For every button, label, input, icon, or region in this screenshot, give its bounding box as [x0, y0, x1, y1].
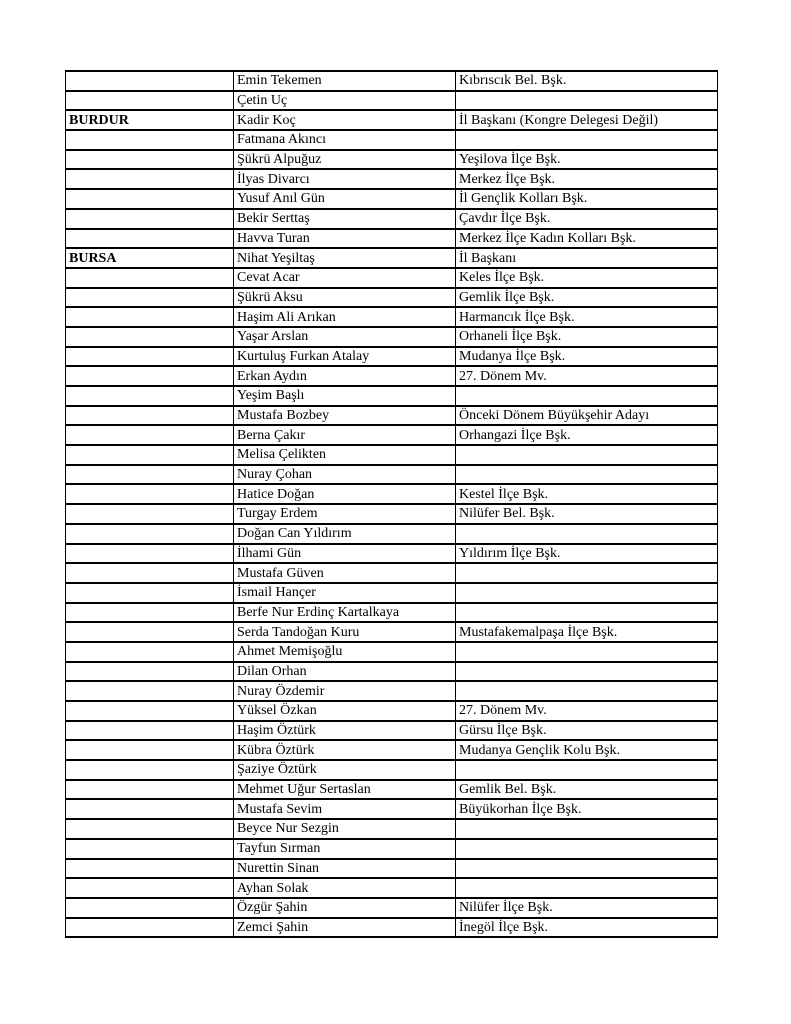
province-cell: [66, 91, 234, 111]
name-cell: Mustafa Bozbey: [234, 406, 456, 426]
table-row: [66, 347, 718, 367]
province-cell: [66, 71, 234, 91]
table-row: [66, 878, 718, 898]
province-cell: [66, 130, 234, 150]
name-cell: Zemci Şahin: [234, 918, 456, 938]
province-cell: [66, 425, 234, 445]
table-row: [66, 642, 718, 662]
title-cell: [456, 91, 718, 111]
province-cell: [66, 859, 234, 879]
table-row: [66, 563, 718, 583]
table-row: [66, 484, 718, 504]
province-cell: [66, 406, 234, 426]
table-row: [66, 406, 718, 426]
province-cell: [66, 563, 234, 583]
province-cell: [66, 760, 234, 780]
table-row: [66, 839, 718, 859]
name-cell: Kübra Öztürk: [234, 740, 456, 760]
name-cell: Turgay Erdem: [234, 504, 456, 524]
name-cell: Erkan Aydın: [234, 366, 456, 386]
province-cell: [66, 622, 234, 642]
title-cell: [456, 642, 718, 662]
province-cell: BURDUR: [66, 110, 234, 130]
province-cell: [66, 799, 234, 819]
title-cell: Önceki Dönem Büyükşehir Adayı: [456, 406, 718, 426]
province-cell: [66, 662, 234, 682]
name-cell: Melisa Çelikten: [234, 445, 456, 465]
name-cell: Havva Turan: [234, 229, 456, 249]
province-cell: [66, 504, 234, 524]
name-cell: Yaşar Arslan: [234, 327, 456, 347]
title-cell: Gemlik Bel. Bşk.: [456, 780, 718, 800]
table-row: [66, 307, 718, 327]
title-cell: İl Gençlik Kolları Bşk.: [456, 189, 718, 209]
name-cell: Haşim Ali Arıkan: [234, 307, 456, 327]
province-cell: [66, 819, 234, 839]
province-cell: [66, 288, 234, 308]
name-cell: Kurtuluş Furkan Atalay: [234, 347, 456, 367]
title-cell: İl Başkanı: [456, 248, 718, 268]
table-row: [66, 445, 718, 465]
title-cell: [456, 662, 718, 682]
name-cell: Mustafa Güven: [234, 563, 456, 583]
title-cell: [456, 839, 718, 859]
title-cell: [456, 563, 718, 583]
title-cell: [456, 465, 718, 485]
table-row: [66, 169, 718, 189]
province-cell: [66, 583, 234, 603]
name-cell: Dilan Orhan: [234, 662, 456, 682]
table-row: [66, 583, 718, 603]
name-cell: Kadir Koç: [234, 110, 456, 130]
title-cell: Kıbrıscık Bel. Bşk.: [456, 71, 718, 91]
province-cell: [66, 347, 234, 367]
name-cell: Berna Çakır: [234, 425, 456, 445]
title-cell: Yeşilova İlçe Bşk.: [456, 150, 718, 170]
name-cell: Mustafa Sevim: [234, 799, 456, 819]
province-cell: [66, 327, 234, 347]
delegates-table: [65, 70, 718, 938]
table-row: [66, 150, 718, 170]
table-row: [66, 110, 718, 130]
name-cell: Ahmet Memişoğlu: [234, 642, 456, 662]
table-row: [66, 465, 718, 485]
name-cell: Emin Tekemen: [234, 71, 456, 91]
province-cell: [66, 740, 234, 760]
name-cell: İsmail Hançer: [234, 583, 456, 603]
title-cell: Çavdır İlçe Bşk.: [456, 209, 718, 229]
province-cell: [66, 918, 234, 938]
province-cell: [66, 524, 234, 544]
province-cell: [66, 839, 234, 859]
name-cell: Tayfun Sırman: [234, 839, 456, 859]
title-cell: Orhangazi İlçe Bşk.: [456, 425, 718, 445]
table-row: [66, 91, 718, 111]
table-row: [66, 524, 718, 544]
name-cell: İlyas Divarcı: [234, 169, 456, 189]
title-cell: Kestel İlçe Bşk.: [456, 484, 718, 504]
name-cell: Berfe Nur Erdinç Kartalkaya: [234, 603, 456, 623]
title-cell: [456, 819, 718, 839]
title-cell: Merkez İlçe Bşk.: [456, 169, 718, 189]
name-cell: Şükrü Aksu: [234, 288, 456, 308]
title-cell: 27. Dönem Mv.: [456, 701, 718, 721]
province-cell: [66, 780, 234, 800]
name-cell: Beyce Nur Sezgin: [234, 819, 456, 839]
title-cell: [456, 878, 718, 898]
title-cell: Yıldırım İlçe Bşk.: [456, 544, 718, 564]
table-row: [66, 721, 718, 741]
name-cell: Serda Tandoğan Kuru: [234, 622, 456, 642]
name-cell: Özgür Şahin: [234, 898, 456, 918]
province-cell: [66, 150, 234, 170]
table-row: [66, 898, 718, 918]
table-row: [66, 189, 718, 209]
name-cell: Ayhan Solak: [234, 878, 456, 898]
province-cell: [66, 681, 234, 701]
province-cell: [66, 642, 234, 662]
table-row: [66, 603, 718, 623]
name-cell: Yeşim Başlı: [234, 386, 456, 406]
title-cell: Gemlik İlçe Bşk.: [456, 288, 718, 308]
title-cell: [456, 386, 718, 406]
name-cell: Mehmet Uğur Sertaslan: [234, 780, 456, 800]
province-cell: [66, 701, 234, 721]
title-cell: Mustafakemalpaşa İlçe Bşk.: [456, 622, 718, 642]
title-cell: [456, 524, 718, 544]
province-cell: [66, 544, 234, 564]
title-cell: Gürsu İlçe Bşk.: [456, 721, 718, 741]
name-cell: Yusuf Anıl Gün: [234, 189, 456, 209]
province-cell: [66, 189, 234, 209]
delegates-table-body: [66, 71, 718, 937]
province-cell: BURSA: [66, 248, 234, 268]
table-row: [66, 504, 718, 524]
province-cell: [66, 603, 234, 623]
table-row: [66, 130, 718, 150]
title-cell: [456, 583, 718, 603]
name-cell: Fatmana Akıncı: [234, 130, 456, 150]
province-cell: [66, 229, 234, 249]
title-cell: [456, 859, 718, 879]
title-cell: Nilüfer İlçe Bşk.: [456, 898, 718, 918]
province-cell: [66, 721, 234, 741]
table-row: [66, 268, 718, 288]
name-cell: İlhami Gün: [234, 544, 456, 564]
table-row: [66, 386, 718, 406]
title-cell: Mudanya İlçe Bşk.: [456, 347, 718, 367]
province-cell: [66, 484, 234, 504]
name-cell: Şaziye Öztürk: [234, 760, 456, 780]
title-cell: Keles İlçe Bşk.: [456, 268, 718, 288]
table-row: [66, 425, 718, 445]
province-cell: [66, 898, 234, 918]
title-cell: Merkez İlçe Kadın Kolları Bşk.: [456, 229, 718, 249]
table-row: [66, 701, 718, 721]
title-cell: Mudanya Gençlik Kolu Bşk.: [456, 740, 718, 760]
table-row: [66, 544, 718, 564]
province-cell: [66, 366, 234, 386]
province-cell: [66, 878, 234, 898]
table-row: [66, 327, 718, 347]
title-cell: [456, 603, 718, 623]
table-row: [66, 662, 718, 682]
table-row: [66, 229, 718, 249]
table-row: [66, 918, 718, 938]
title-cell: [456, 681, 718, 701]
table-row: [66, 209, 718, 229]
title-cell: [456, 130, 718, 150]
table-row: [66, 248, 718, 268]
province-cell: [66, 465, 234, 485]
name-cell: Bekir Serttaş: [234, 209, 456, 229]
title-cell: Harmancık İlçe Bşk.: [456, 307, 718, 327]
table-row: [66, 71, 718, 91]
title-cell: [456, 445, 718, 465]
name-cell: Nuray Çohan: [234, 465, 456, 485]
table-row: [66, 366, 718, 386]
name-cell: Nurettin Sinan: [234, 859, 456, 879]
table-row: [66, 288, 718, 308]
name-cell: Nihat Yeşiltaş: [234, 248, 456, 268]
province-cell: [66, 268, 234, 288]
table-row: [66, 859, 718, 879]
province-cell: [66, 386, 234, 406]
table-row: [66, 681, 718, 701]
name-cell: Doğan Can Yıldırım: [234, 524, 456, 544]
title-cell: İnegöl İlçe Bşk.: [456, 918, 718, 938]
table-row: [66, 819, 718, 839]
title-cell: Orhaneli İlçe Bşk.: [456, 327, 718, 347]
table-row: [66, 780, 718, 800]
table-row: [66, 740, 718, 760]
province-cell: [66, 209, 234, 229]
name-cell: Şükrü Alpuğuz: [234, 150, 456, 170]
table-row: [66, 760, 718, 780]
title-cell: 27. Dönem Mv.: [456, 366, 718, 386]
province-cell: [66, 169, 234, 189]
title-cell: İl Başkanı (Kongre Delegesi Değil): [456, 110, 718, 130]
table-row: [66, 622, 718, 642]
province-cell: [66, 307, 234, 327]
title-cell: Büyükorhan İlçe Bşk.: [456, 799, 718, 819]
name-cell: Nuray Özdemir: [234, 681, 456, 701]
table-row: [66, 799, 718, 819]
title-cell: Nilüfer Bel. Bşk.: [456, 504, 718, 524]
name-cell: Yüksel Özkan: [234, 701, 456, 721]
name-cell: Cevat Acar: [234, 268, 456, 288]
name-cell: Çetin Uç: [234, 91, 456, 111]
name-cell: Haşim Öztürk: [234, 721, 456, 741]
name-cell: Hatice Doğan: [234, 484, 456, 504]
title-cell: [456, 760, 718, 780]
province-cell: [66, 445, 234, 465]
